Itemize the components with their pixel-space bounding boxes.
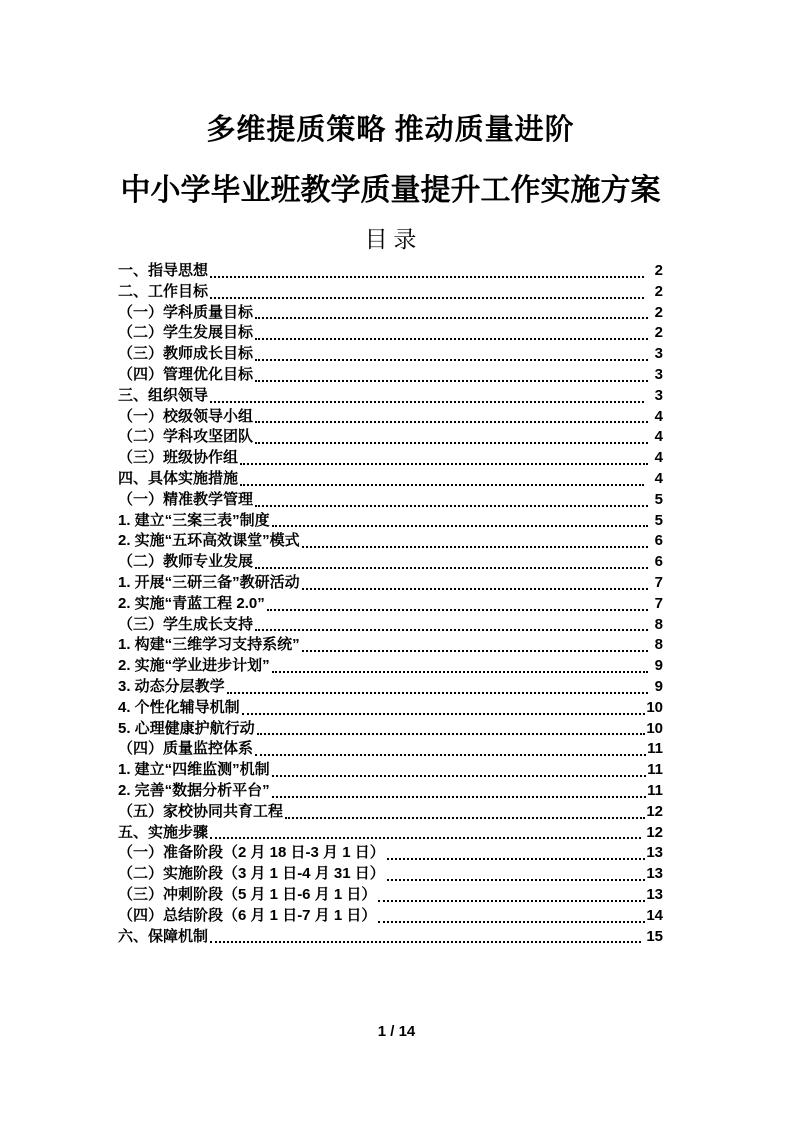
toc-entry-label: 5. 心理健康护航行动 — [118, 719, 255, 737]
toc-entry-label: （五）家校协同共育工程 — [118, 802, 284, 820]
toc-page-number: 8 — [654, 636, 663, 654]
toc-entry[interactable] — [118, 511, 663, 532]
toc-dot-leader — [255, 754, 646, 756]
toc-dot-leader — [210, 401, 644, 403]
toc-dot-leader — [210, 837, 641, 839]
page-number-footer: 1 / 14 — [377, 1023, 416, 1040]
toc-dot-leader — [255, 317, 648, 319]
toc-page-number: 9 — [654, 677, 663, 695]
toc-entry[interactable] — [118, 885, 663, 906]
toc-entry-label: （四）总结阶段（6 月 1 日-7 月 1 日） — [118, 906, 377, 924]
toc-entry[interactable] — [118, 656, 663, 677]
toc-entry-label: （一）准备阶段（2 月 18 日-3 月 1 日） — [118, 844, 385, 862]
toc-entry-label: 二、工作目标 — [118, 282, 209, 300]
toc-entry[interactable] — [118, 303, 663, 324]
toc-entry-label: （三）教师成长目标 — [118, 345, 254, 363]
toc-entry[interactable] — [118, 365, 663, 386]
toc-entry-label: （四）质量监控体系 — [118, 740, 254, 758]
toc-page-number: 4 — [654, 407, 663, 425]
toc-entry[interactable] — [118, 448, 663, 469]
toc-page-number: 3 — [654, 386, 663, 404]
toc-page-number: 12 — [646, 802, 663, 820]
toc-entry-label: 2. 实施“五环高效课堂”模式 — [118, 532, 300, 550]
toc-page-number: 9 — [654, 657, 663, 675]
toc-dot-leader — [302, 650, 648, 652]
toc-entry[interactable] — [118, 615, 663, 636]
toc-dot-leader — [255, 629, 648, 631]
toc-dot-leader — [210, 276, 644, 278]
toc-entry-label: （二）教师专业发展 — [118, 553, 254, 571]
toc-entry-label: 六、保障机制 — [118, 927, 209, 945]
toc-entry-label: （一）校级领导小组 — [118, 407, 254, 425]
toc-page-number: 10 — [646, 698, 663, 716]
toc-entry[interactable] — [118, 407, 663, 428]
toc-entry-label: 1. 建立“四维监测”机制 — [118, 761, 270, 779]
toc-entry-label: 五、实施步骤 — [118, 823, 209, 841]
toc-entry-label: 2. 实施“学业进步计划” — [118, 657, 270, 675]
toc-page-number: 7 — [654, 594, 663, 612]
toc-entry[interactable] — [118, 781, 663, 802]
toc-entry-label: （一）学科质量目标 — [118, 303, 254, 321]
toc-dot-leader — [255, 359, 648, 361]
toc-entry[interactable] — [118, 573, 663, 594]
toc-page-number: 2 — [654, 324, 663, 342]
toc-page-number: 13 — [646, 865, 663, 883]
toc-heading: 目 录 — [364, 227, 417, 252]
toc-entry[interactable] — [118, 698, 663, 719]
toc-dot-leader — [272, 671, 648, 673]
toc-page-number: 4 — [654, 428, 663, 446]
toc-entry[interactable] — [118, 552, 663, 573]
toc-entry[interactable] — [118, 386, 663, 407]
toc-dot-leader — [255, 567, 648, 569]
toc-dot-leader — [255, 421, 648, 423]
toc-dot-leader — [240, 463, 648, 465]
toc-entry[interactable] — [118, 594, 663, 615]
toc-dot-leader — [272, 775, 646, 777]
toc-entry-label: 3. 动态分层教学 — [118, 677, 225, 695]
toc-dot-leader — [285, 817, 645, 819]
toc-entry-label: 四、具体实施措施 — [118, 469, 239, 487]
toc-page-number: 3 — [654, 345, 663, 363]
toc-dot-leader — [257, 733, 646, 735]
toc-dot-leader — [272, 796, 646, 798]
toc-page-number: 12 — [646, 823, 663, 841]
toc-dot-leader — [255, 338, 648, 340]
toc-entry[interactable] — [118, 719, 663, 740]
toc-dot-leader — [378, 921, 645, 923]
toc-dot-leader — [302, 546, 648, 548]
toc-dot-leader — [387, 858, 646, 860]
toc-entry-label: 1. 建立“三案三表”制度 — [118, 511, 270, 529]
toc-dot-leader — [242, 713, 646, 715]
toc-page-number: 4 — [654, 469, 663, 487]
toc-entry-label: （二）学科攻坚团队 — [118, 428, 254, 446]
toc-page-number: 13 — [646, 844, 663, 862]
toc-entry[interactable] — [118, 739, 663, 760]
toc-page-number: 4 — [654, 449, 663, 467]
toc-entry-label: 2. 完善“数据分析平台” — [118, 781, 270, 799]
toc-page-number: 11 — [647, 740, 663, 758]
toc-entry-label: （三）冲刺阶段（5 月 1 日-6 月 1 日） — [118, 885, 377, 903]
toc-dot-leader — [302, 588, 648, 590]
toc-entry-label: 一、指导思想 — [118, 262, 209, 279]
document-title-line2: 中小学毕业班教学质量提升工作实施方案 — [120, 174, 661, 207]
toc-entry-label: 2. 实施“青蓝工程 2.0” — [118, 594, 265, 612]
toc-page-number: 2 — [654, 282, 663, 300]
toc-entry[interactable] — [118, 344, 663, 365]
toc-page-number: 11 — [647, 761, 663, 779]
toc-entry-label: （二）实施阶段（3 月 1 日-4 月 31 日） — [118, 865, 385, 883]
toc-entry-label: 1. 开展“三研三备”教研活动 — [118, 573, 300, 591]
toc-entry[interactable] — [118, 261, 663, 282]
toc-page-number: 2 — [654, 303, 663, 321]
toc-entry[interactable] — [118, 906, 663, 927]
toc-entry[interactable] — [118, 760, 663, 781]
toc-dot-leader — [267, 609, 648, 611]
toc-page-number: 7 — [654, 573, 663, 591]
toc-entry[interactable] — [118, 843, 663, 864]
toc-page-number: 8 — [654, 615, 663, 633]
toc-entry-label: 4. 个性化辅导机制 — [118, 698, 240, 716]
toc-page-number: 2 — [654, 262, 663, 279]
toc-entry-label: （二）学生发展目标 — [118, 324, 254, 342]
toc-entry[interactable] — [118, 427, 663, 448]
toc-page-number: 13 — [646, 885, 663, 903]
toc-entry[interactable] — [118, 531, 663, 552]
toc-entry[interactable] — [118, 490, 663, 511]
toc-entry[interactable] — [118, 864, 663, 885]
toc-page-number: 15 — [646, 927, 663, 945]
toc-entry[interactable] — [118, 469, 663, 490]
toc-entry[interactable] — [118, 802, 663, 823]
toc-dot-leader — [210, 941, 641, 943]
toc-entry[interactable] — [118, 635, 663, 656]
toc-page-number: 11 — [647, 781, 663, 799]
toc-dot-leader — [227, 692, 648, 694]
toc-dot-leader — [387, 879, 646, 881]
toc-entry-label: 三、组织领导 — [118, 386, 209, 404]
toc-dot-leader — [255, 505, 648, 507]
toc-entry[interactable] — [118, 282, 663, 303]
toc-entry[interactable] — [118, 927, 663, 948]
toc-entry-label: （三）班级协作组 — [118, 449, 239, 467]
toc-entry-label: （三）学生成长支持 — [118, 615, 254, 633]
toc-page-number: 5 — [654, 490, 663, 508]
toc-entry[interactable] — [118, 677, 663, 698]
toc-list — [118, 261, 663, 947]
document-title-line1: 多维提质策略 推动质量进阶 — [206, 114, 575, 146]
toc-entry-label: 1. 构建“三维学习支持系统” — [118, 636, 300, 654]
toc-page-number: 6 — [654, 532, 663, 550]
toc-entry-label: （四）管理优化目标 — [118, 365, 254, 383]
toc-entry[interactable] — [118, 323, 663, 344]
toc-dot-leader — [240, 484, 644, 486]
toc-dot-leader — [255, 380, 648, 382]
toc-page-number: 10 — [646, 719, 663, 737]
toc-page-number: 3 — [654, 365, 663, 383]
toc-dot-leader — [378, 900, 645, 902]
toc-page-number: 6 — [654, 553, 663, 571]
toc-dot-leader — [272, 525, 648, 527]
toc-dot-leader — [210, 297, 644, 299]
toc-page-number: 5 — [654, 511, 663, 529]
toc-page-number: 14 — [646, 906, 663, 924]
toc-entry-label: （一）精准教学管理 — [118, 490, 254, 508]
toc-dot-leader — [255, 442, 648, 444]
toc-entry[interactable] — [118, 823, 663, 844]
